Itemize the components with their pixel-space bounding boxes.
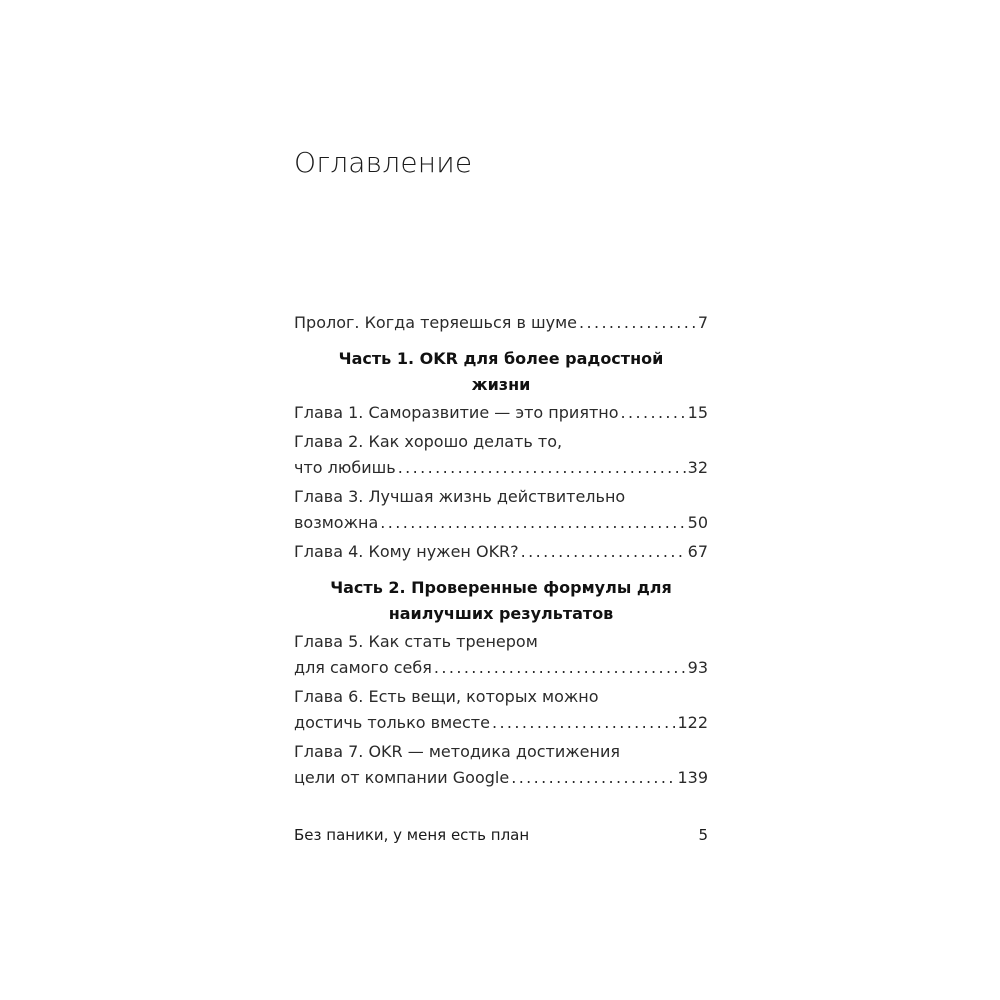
- toc-entry-chapter-6: [294, 684, 708, 736]
- entry-title: Глава 1. Саморазвитие — это приятно: [294, 403, 619, 422]
- entry-title: Глава 7. OKR — методика достижения: [294, 742, 620, 761]
- page-title: Оглавление: [294, 146, 473, 179]
- entry-title: Глава 4. Кому нужен OKR?: [294, 542, 519, 561]
- dot-leader: [492, 710, 676, 736]
- entry-title: Глава 6. Есть вещи, которых можно: [294, 687, 599, 706]
- toc-entry-chapter-3: [294, 484, 708, 536]
- entry-title: Глава 5. Как стать тренером: [294, 632, 538, 651]
- toc-entry-chapter-2: [294, 429, 708, 481]
- page-number: 5: [698, 826, 708, 844]
- page-footer: [294, 826, 708, 844]
- entry-title: Глава 3. Лучшая жизнь действительно: [294, 487, 626, 506]
- entry-page-number: 139: [677, 768, 708, 787]
- toc-entry-chapter-4: [294, 539, 708, 565]
- part-1-heading: [294, 346, 708, 398]
- entry-page-number: 32: [687, 458, 708, 477]
- book-page: [294, 0, 708, 1000]
- toc-entry-chapter-5: [294, 629, 708, 681]
- running-book-title: Без паники, у меня есть план: [294, 826, 530, 844]
- dot-leader: [511, 765, 675, 791]
- dot-leader: [521, 539, 686, 565]
- entry-title-continued: цели от компании Google: [294, 768, 510, 787]
- entry-title: Пролог. Когда теряешься в шуме: [294, 313, 577, 332]
- part-2-heading: [294, 575, 708, 627]
- entry-page-number: 93: [687, 658, 708, 677]
- entry-title-continued: возможна: [294, 513, 379, 532]
- entry-page-number: 7: [697, 313, 708, 332]
- dot-leader: [398, 455, 686, 481]
- entry-title: Глава 2. Как хорошо делать то,: [294, 432, 563, 451]
- part-heading-line: жизни: [471, 375, 531, 394]
- table-of-contents: [294, 310, 708, 791]
- entry-page-number: 50: [687, 513, 708, 532]
- entry-page-number: 67: [687, 542, 708, 561]
- dot-leader: [380, 510, 685, 536]
- dot-leader: [621, 400, 686, 426]
- part-heading-line: Часть 2. Проверенные формулы для: [330, 578, 672, 597]
- toc-entry-prologue: [294, 310, 708, 336]
- entry-page-number: 15: [687, 403, 708, 422]
- entry-title-continued: для самого себя: [294, 658, 432, 677]
- part-heading-line: Часть 1. OKR для более радостной: [338, 349, 664, 368]
- entry-page-number: 122: [677, 713, 708, 732]
- dot-leader: [434, 655, 686, 681]
- dot-leader: [579, 310, 696, 336]
- toc-entry-chapter-1: [294, 400, 708, 426]
- entry-title-continued: достичь только вместе: [294, 713, 490, 732]
- toc-entry-chapter-7: [294, 739, 708, 791]
- part-heading-line: наилучших результатов: [388, 604, 614, 623]
- entry-title-continued: что любишь: [294, 458, 396, 477]
